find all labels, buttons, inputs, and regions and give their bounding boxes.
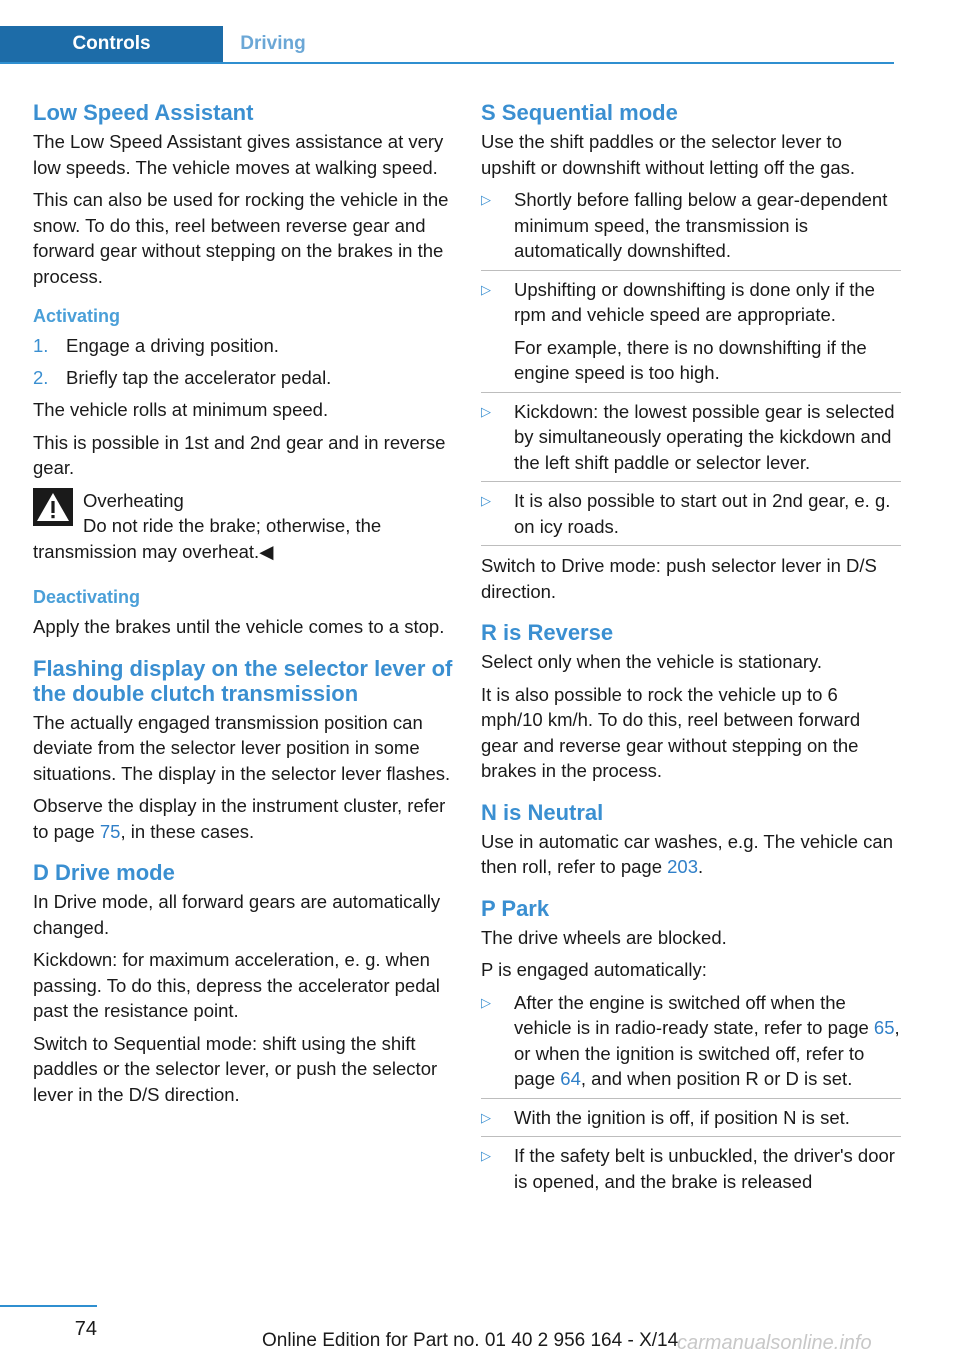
edition-note: Online Edition for Part no. 01 40 2 956 164 - X/14	[262, 1330, 679, 1351]
steps-list	[33, 333, 453, 390]
warning-text: Do not ride the brake; otherwise, the transmission may overheat.◀	[33, 515, 382, 562]
text-run: , in these cases.	[120, 820, 255, 842]
paragraph: The drive wheels are blocked.	[481, 926, 727, 948]
section-title-n-neutral: N is Neutral	[481, 799, 604, 825]
subsection-title-deactivating: Deactivating	[33, 587, 141, 607]
page-link-203[interactable]: 203	[667, 856, 699, 877]
list-item	[481, 187, 901, 271]
paragraph: Use the shift paddles or the selector lever to upshift or downshift without letting off the gas.	[481, 131, 855, 178]
paragraph: This can also be used for rocking the vehicle in the snow. To do this, reel between reverse gear and forward gear without stepping on the brakes in the process.	[33, 189, 449, 287]
watermark: carmanualsonline.info	[677, 1332, 872, 1354]
paragraph: Kickdown: for maximum acceleration, e. g. when passing. To do this, depress the accelerator pedal past the resistance point.	[33, 949, 440, 1021]
page-number: 74	[74, 1318, 97, 1340]
list-item	[481, 277, 901, 393]
text-run: .	[698, 856, 704, 877]
tab-controls[interactable]: Controls	[0, 26, 223, 62]
triangle-bullet-icon: ▷	[481, 493, 491, 508]
section-title-low-speed-assistant: Low Speed Assistant	[33, 100, 254, 125]
list-item	[33, 333, 453, 359]
tab-driving[interactable]: Driving	[240, 33, 306, 54]
paragraph	[481, 829, 901, 880]
list-item	[481, 488, 901, 546]
list-item-text: With the ignition is off, if position N is set.	[514, 1106, 850, 1128]
text-run: After the engine is switched off when the vehicle is in radio-ready state, refer to page	[514, 991, 874, 1038]
warning-title: Overheating	[83, 489, 184, 511]
paragraph: P is engaged automatically:	[481, 959, 707, 980]
paragraph: Select only when the vehicle is stationary.	[481, 651, 823, 672]
triangle-bullet-icon: ▷	[481, 1148, 491, 1163]
paragraph: Switch to Sequential mode: shift using the shift paddles or the selector lever, or push the selector lever in the D/S direction.	[33, 1032, 438, 1105]
list-item-text: It is also possible to start out in 2nd gear, e. g. on icy roads.	[514, 490, 891, 537]
step-text: Briefly tap the accelerator pedal.	[66, 366, 332, 388]
paragraph: The actually engaged transmission position can deviate from the selector lever position in some situations. The display in the selector lever flashes.	[33, 711, 451, 784]
list-item	[481, 1143, 901, 1200]
list-item-text: For example, there is no downshifting if the engine speed is too high.	[514, 336, 867, 383]
list-item-text: Shortly before falling below a gear-dependent minimum speed, the transmission is automatically downshifted.	[514, 189, 888, 261]
list-item-text: If the safety belt is unbuckled, the driver's door is opened, and the brake is released	[514, 1145, 895, 1192]
paragraph: The vehicle rolls at minimum speed.	[33, 399, 329, 420]
page-link-64[interactable]: 64	[560, 1068, 581, 1089]
park-list	[481, 990, 901, 1201]
text-run: , or when the ignition is switched off, refer to page	[514, 1017, 900, 1089]
triangle-bullet-icon: ▷	[481, 403, 491, 419]
paragraph: This is possible in 1st and 2nd gear and in reverse gear.	[33, 431, 446, 478]
paragraph: Apply the brakes until the vehicle comes to a stop.	[33, 616, 445, 637]
paragraph: The Low Speed Assistant gives assistance at very low speeds. The vehicle moves at walking speed.	[33, 131, 444, 178]
list-item-text: Kickdown: the lowest possible gear is selected by simultaneously operating the kickdown and the left shift paddle or selector lever.	[514, 400, 895, 473]
warning-triangle-icon	[33, 488, 73, 526]
list-item	[481, 399, 901, 483]
page-link-75[interactable]: 75	[99, 820, 121, 842]
paragraph: Switch to Drive mode: push selector lever in D/S direction.	[481, 555, 877, 602]
text-run: Observe the display in the instrument cluster, refer to page	[33, 795, 446, 842]
triangle-bullet-icon: ▷	[481, 281, 491, 297]
section-title-s-sequential-mode: S Sequential mode	[481, 100, 678, 125]
sequential-list	[481, 187, 901, 546]
triangle-bullet-icon: ▷	[481, 994, 491, 1010]
footer-rule	[0, 1305, 97, 1307]
list-item	[481, 990, 901, 1099]
text-run: Use in automatic car washes, e.g. The vehicle can then roll, refer to page	[481, 830, 894, 877]
list-item	[33, 365, 453, 391]
triangle-bullet-icon: ▷	[481, 1109, 491, 1125]
section-title-r-reverse: R is Reverse	[481, 620, 614, 645]
step-text: Engage a driving position.	[66, 335, 279, 356]
triangle-bullet-icon: ▷	[481, 192, 491, 207]
paragraph: In Drive mode, all forward gears are automatically changed.	[33, 891, 441, 938]
step-number: 2.	[33, 366, 49, 388]
page-link-65[interactable]: 65	[873, 1017, 895, 1038]
text-run: , and when position R or D is set.	[580, 1068, 853, 1089]
section-title-d-drive-mode: D Drive mode	[33, 860, 175, 885]
subsection-title-activating: Activating	[33, 306, 121, 326]
list-item	[481, 1105, 901, 1138]
section-title-flashing-display: Flashing display on the selector lever of the double clutch transmission	[33, 655, 453, 706]
step-number: 1.	[33, 335, 49, 356]
warning-box	[33, 488, 453, 565]
list-item-text: Upshifting or downshifting is done only if the rpm and vehicle speed are appropriate.	[514, 278, 875, 325]
header-bar	[0, 26, 894, 64]
paragraph: It is also possible to rock the vehicle up to 6 mph/10 km/h. To do this, reel between forward gear and reverse gear without stepping on the brakes in the process.	[481, 683, 861, 781]
right-column	[481, 100, 901, 1207]
paragraph	[33, 793, 453, 844]
left-column	[33, 100, 453, 1114]
section-title-p-park: P Park	[481, 895, 550, 921]
